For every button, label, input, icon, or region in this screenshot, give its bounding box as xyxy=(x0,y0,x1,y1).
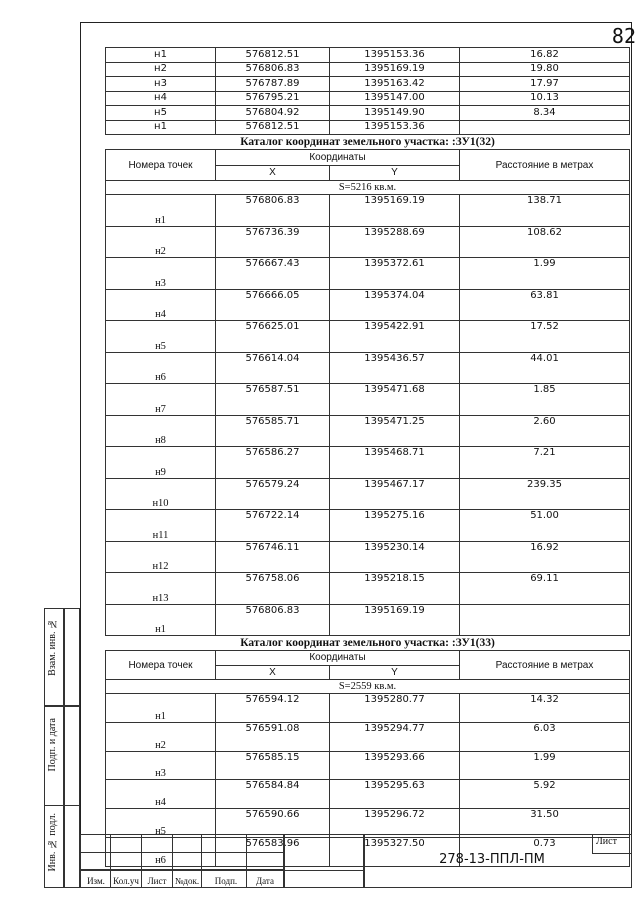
coord-y: 1395147.00 xyxy=(330,91,460,106)
distance xyxy=(460,120,630,135)
table-row xyxy=(106,384,630,416)
col-header-points: Номера точек xyxy=(106,150,216,181)
point-name: н4 xyxy=(106,91,216,106)
stamp-ndok: №док. xyxy=(174,876,200,886)
distance: 51.00 xyxy=(460,510,630,542)
distance: 1.99 xyxy=(460,751,630,780)
table-row xyxy=(106,415,630,447)
table-row xyxy=(106,510,630,542)
point-name: н3 xyxy=(106,751,216,780)
point-name: н3 xyxy=(106,258,216,290)
coord-x: 576666.05 xyxy=(216,289,330,321)
stamp-podp: Подп. xyxy=(214,876,238,886)
coord-y: 1395288.69 xyxy=(330,226,460,258)
point-name: н2 xyxy=(106,226,216,258)
coord-y: 1395293.66 xyxy=(330,751,460,780)
coord-y: 1395436.57 xyxy=(330,352,460,384)
col-header-coords: Координаты xyxy=(216,150,460,166)
coord-y: 1395327.50 xyxy=(330,837,460,866)
coord-x: 576758.06 xyxy=(216,573,330,605)
coord-x: 576787.89 xyxy=(216,77,330,92)
distance: 63.81 xyxy=(460,289,630,321)
coord-y: 1395471.25 xyxy=(330,415,460,447)
table-row xyxy=(106,195,630,227)
catalog-table-2 xyxy=(105,636,630,867)
coord-x: 576795.21 xyxy=(216,91,330,106)
point-name: н7 xyxy=(106,384,216,416)
coord-x: 576722.14 xyxy=(216,510,330,542)
podp-label: Подп. и дата xyxy=(47,718,58,772)
point-name: н6 xyxy=(106,352,216,384)
coord-x: 576590.66 xyxy=(216,809,330,838)
coord-x: 576583.96 xyxy=(216,837,330,866)
stamp-data: Дата xyxy=(256,876,274,886)
col-header-coords: Координаты xyxy=(216,651,460,666)
col-header-dist: Расстояние в метрах xyxy=(460,150,630,181)
table-row xyxy=(106,226,630,258)
catalog-title-1: Каталог координат земельного участка: :ЗУ1(32) xyxy=(240,136,495,148)
coord-y: 1395374.04 xyxy=(330,289,460,321)
table-row xyxy=(106,77,630,92)
table-row xyxy=(106,106,630,121)
coord-x: 576746.11 xyxy=(216,541,330,573)
table-row xyxy=(106,478,630,510)
left-stamp xyxy=(44,608,80,888)
point-name: н12 xyxy=(106,541,216,573)
distance: 31.50 xyxy=(460,809,630,838)
distance: 5.92 xyxy=(460,780,630,809)
inv-label: Инв. № подл. xyxy=(47,813,58,872)
coord-x: 576804.92 xyxy=(216,106,330,121)
coord-y: 1395467.17 xyxy=(330,478,460,510)
coord-y: 1395230.14 xyxy=(330,541,460,573)
coord-y: 1395372.61 xyxy=(330,258,460,290)
distance: 1.85 xyxy=(460,384,630,416)
point-name: н1 xyxy=(106,195,216,227)
coord-x: 576579.24 xyxy=(216,478,330,510)
coord-y: 1395153.36 xyxy=(330,120,460,135)
coord-y: 1395169.19 xyxy=(330,62,460,77)
point-name: н4 xyxy=(106,289,216,321)
title-block xyxy=(80,834,632,888)
table-row xyxy=(106,780,630,809)
distance: 16.82 xyxy=(460,48,630,63)
distance: 16.92 xyxy=(460,541,630,573)
coord-x: 576585.71 xyxy=(216,415,330,447)
catalog-title-2: Каталог координат земельного участка: :ЗУ1(33) xyxy=(240,637,495,649)
col-header-dist: Расстояние в метрах xyxy=(460,651,630,680)
document-content xyxy=(105,47,629,867)
point-name: н1 xyxy=(106,694,216,723)
point-name: н5 xyxy=(106,321,216,353)
distance: 17.52 xyxy=(460,321,630,353)
table-row xyxy=(106,48,630,63)
coord-x: 576806.83 xyxy=(216,62,330,77)
table-row xyxy=(106,120,630,135)
coord-x: 576736.39 xyxy=(216,226,330,258)
distance: 10.13 xyxy=(460,91,630,106)
distance: 2.60 xyxy=(460,415,630,447)
point-name: н11 xyxy=(106,510,216,542)
table-row xyxy=(106,751,630,780)
document-code: 278-13-ППЛ-ПМ xyxy=(439,852,545,867)
point-name: н2 xyxy=(106,722,216,751)
coord-y: 1395169.19 xyxy=(330,195,460,227)
table-row xyxy=(106,541,630,573)
table-row xyxy=(106,352,630,384)
coord-y: 1395149.90 xyxy=(330,106,460,121)
table-row xyxy=(106,722,630,751)
point-name: н1 xyxy=(106,120,216,135)
point-name: н5 xyxy=(106,809,216,838)
stamp-izm: Изм. xyxy=(87,876,105,886)
table-row xyxy=(106,289,630,321)
table-row xyxy=(106,447,630,479)
coord-y: 1395468.71 xyxy=(330,447,460,479)
distance: 69.11 xyxy=(460,573,630,605)
col-header-points: Номера точек xyxy=(106,651,216,680)
coord-y: 1395163.42 xyxy=(330,77,460,92)
point-name: н13 xyxy=(106,573,216,605)
point-name: н9 xyxy=(106,447,216,479)
coord-x: 576806.83 xyxy=(216,195,330,227)
coord-x: 576812.51 xyxy=(216,48,330,63)
stamp-list: Лист xyxy=(147,876,167,886)
coord-y: 1395280.77 xyxy=(330,694,460,723)
coord-y: 1395296.72 xyxy=(330,809,460,838)
distance xyxy=(460,604,630,636)
point-name: н10 xyxy=(106,478,216,510)
distance: 19.80 xyxy=(460,62,630,77)
point-name: н6 xyxy=(106,837,216,866)
col-header-x: X xyxy=(216,665,330,680)
col-header-y: Y xyxy=(330,165,460,181)
distance: 239.35 xyxy=(460,478,630,510)
coord-y: 1395169.19 xyxy=(330,604,460,636)
point-name: н5 xyxy=(106,106,216,121)
distance: 0.73 xyxy=(460,837,630,866)
table-row xyxy=(106,91,630,106)
col-header-y: Y xyxy=(330,665,460,680)
area-1: S=5216 кв.м. xyxy=(106,181,630,195)
coord-x: 576625.01 xyxy=(216,321,330,353)
point-name: н8 xyxy=(106,415,216,447)
coord-y: 1395294.77 xyxy=(330,722,460,751)
distance: 138.71 xyxy=(460,195,630,227)
coord-y: 1395275.16 xyxy=(330,510,460,542)
sheet-label: Лист xyxy=(596,836,617,847)
coord-x: 576806.83 xyxy=(216,604,330,636)
coord-y: 1395422.91 xyxy=(330,321,460,353)
table-row xyxy=(106,694,630,723)
point-name: н1 xyxy=(106,48,216,63)
table-row xyxy=(106,573,630,605)
stamp-kol: Кол.уч xyxy=(113,876,139,886)
coord-y: 1395218.15 xyxy=(330,573,460,605)
distance: 44.01 xyxy=(460,352,630,384)
coord-x: 576667.43 xyxy=(216,258,330,290)
coord-x: 576812.51 xyxy=(216,120,330,135)
point-name: н3 xyxy=(106,77,216,92)
table-row xyxy=(106,258,630,290)
table-row xyxy=(106,604,630,636)
distance: 8.34 xyxy=(460,106,630,121)
coord-x: 576585.15 xyxy=(216,751,330,780)
distance: 7.21 xyxy=(460,447,630,479)
distance: 17.97 xyxy=(460,77,630,92)
top-table xyxy=(105,47,630,135)
col-header-x: X xyxy=(216,165,330,181)
distance: 6.03 xyxy=(460,722,630,751)
catalog-table-1 xyxy=(105,135,630,636)
distance: 14.32 xyxy=(460,694,630,723)
coord-y: 1395471.68 xyxy=(330,384,460,416)
vzam-label: Взам. инв. № xyxy=(47,618,58,676)
point-name: н2 xyxy=(106,62,216,77)
coord-x: 576594.12 xyxy=(216,694,330,723)
area-2: S=2559 кв.м. xyxy=(106,680,630,694)
coord-x: 576584.84 xyxy=(216,780,330,809)
distance: 1.99 xyxy=(460,258,630,290)
coord-x: 576587.51 xyxy=(216,384,330,416)
point-name: н4 xyxy=(106,780,216,809)
distance: 108.62 xyxy=(460,226,630,258)
coord-y: 1395153.36 xyxy=(330,48,460,63)
coord-x: 576586.27 xyxy=(216,447,330,479)
table-row xyxy=(106,62,630,77)
page-number: 82 xyxy=(611,24,636,48)
coord-x: 576591.08 xyxy=(216,722,330,751)
coord-x: 576614.04 xyxy=(216,352,330,384)
coord-y: 1395295.63 xyxy=(330,780,460,809)
point-name: н1 xyxy=(106,604,216,636)
table-row xyxy=(106,321,630,353)
